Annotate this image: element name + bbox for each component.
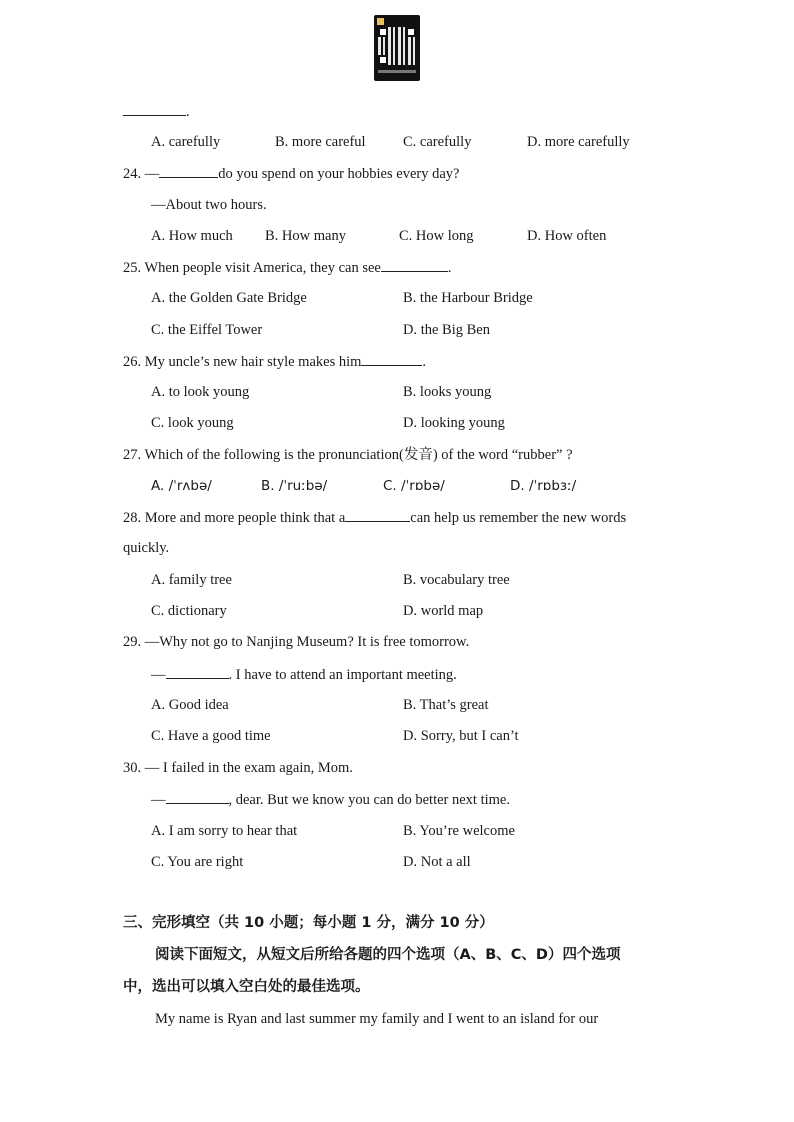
- answer-blank: [123, 102, 186, 116]
- option-d: D. world map: [403, 603, 484, 619]
- option-c: C. look young: [151, 415, 234, 431]
- option-d: D. looking young: [403, 415, 505, 431]
- option-d: D. the Big Ben: [403, 322, 490, 338]
- punctuation: .: [422, 354, 427, 370]
- option-b: B. the Harbour Bridge: [403, 290, 533, 306]
- question-24: [123, 164, 459, 183]
- option-a: A. family tree: [151, 572, 232, 588]
- qr-finder: [378, 55, 388, 65]
- answer-blank: [345, 508, 410, 522]
- option-d: D. Not a all: [403, 854, 471, 870]
- answer-blank: [166, 790, 229, 804]
- option-b: B. vocabulary tree: [403, 572, 510, 588]
- option-b: B. How many: [265, 228, 346, 244]
- question-text: 28. More and more people think that a: [123, 510, 346, 526]
- question-28-cont: quickly.: [123, 540, 170, 556]
- punctuation: .: [447, 260, 452, 276]
- question-30: 30. — I failed in the exam again, Mom.: [123, 760, 353, 776]
- question-28: [123, 508, 626, 527]
- qr-caption: [378, 70, 416, 73]
- question-number: 24.: [123, 166, 142, 182]
- option-c: C. dictionary: [151, 603, 227, 619]
- question-26: [123, 352, 426, 371]
- dash: —: [151, 667, 166, 683]
- option-c: C. carefully: [403, 134, 472, 150]
- option-c: C. You are right: [151, 854, 244, 870]
- option-a: A. carefully: [151, 134, 221, 150]
- question-23-blank: [123, 102, 190, 121]
- reply-text: , dear. But we know you can do better next time.: [228, 792, 510, 808]
- question-30-reply: [151, 790, 510, 809]
- option-a: A. to look young: [151, 384, 250, 400]
- question-text: 25. When people visit America, they can see: [123, 260, 381, 276]
- option-d: D. Sorry, but I can’t: [403, 728, 519, 744]
- section-instructions-cont: 中，选出可以填入空白处的最佳选项。: [123, 979, 370, 995]
- passage-text: My name is Ryan and last summer my family and I went to an island for our: [155, 1011, 599, 1027]
- answer-blank: [381, 258, 448, 272]
- qr-finder: [378, 27, 388, 37]
- option-d: D. /ˈrɒbɜː/: [510, 478, 577, 494]
- logo-icon: [377, 18, 384, 25]
- section-instructions: 阅读下面短文，从短文后所给各题的四个选项（A、B、C、D）四个选项: [155, 947, 621, 963]
- option-c: C. /ˈrɒbə/: [383, 478, 445, 494]
- question-text: 26. My uncle’s new hair style makes him: [123, 354, 362, 370]
- answer-blank: [166, 665, 229, 679]
- dash: —: [144, 166, 160, 182]
- question-29: 29. —Why not go to Nanjing Museum? It is free tomorrow.: [123, 634, 470, 650]
- option-c: C. Have a good time: [151, 728, 271, 744]
- answer-blank: [159, 164, 218, 178]
- question-text: do you spend on your hobbies every day?: [218, 166, 460, 182]
- option-c: C. How long: [399, 228, 474, 244]
- option-a: A. /ˈrʌbə/: [151, 478, 212, 494]
- option-b: B. You’re welcome: [403, 823, 515, 839]
- question-27: 27. Which of the following is the pronunciation(发音) of the word “rubber” ?: [123, 447, 573, 463]
- option-d: D. more carefully: [527, 134, 630, 150]
- option-a: A. the Golden Gate Bridge: [151, 290, 307, 306]
- answer-blank: [361, 352, 422, 366]
- question-25: [123, 258, 451, 277]
- option-b: B. That’s great: [403, 697, 489, 713]
- dash: —: [151, 792, 166, 808]
- reply-text: . I have to attend an important meeting.: [228, 667, 457, 683]
- question-29-reply: [151, 665, 457, 684]
- option-b: B. /ˈruːbə/: [261, 478, 328, 494]
- question-24-answer: —About two hours.: [151, 197, 267, 213]
- option-b: B. more careful: [275, 134, 366, 150]
- question-text-cont: can help us remember the new words: [410, 510, 627, 526]
- qr-code-icon: [374, 15, 420, 81]
- option-d: D. How often: [527, 228, 607, 244]
- option-b: B. looks young: [403, 384, 492, 400]
- option-a: A. I am sorry to hear that: [151, 823, 298, 839]
- option-a: A. Good idea: [151, 697, 229, 713]
- section-title: 三、完形填空（共 10 小题；每小题 1 分，满分 10 分）: [123, 915, 494, 931]
- punctuation: .: [186, 104, 190, 120]
- option-a: A. How much: [151, 228, 233, 244]
- qr-finder: [406, 27, 416, 37]
- option-c: C. the Eiffel Tower: [151, 322, 263, 338]
